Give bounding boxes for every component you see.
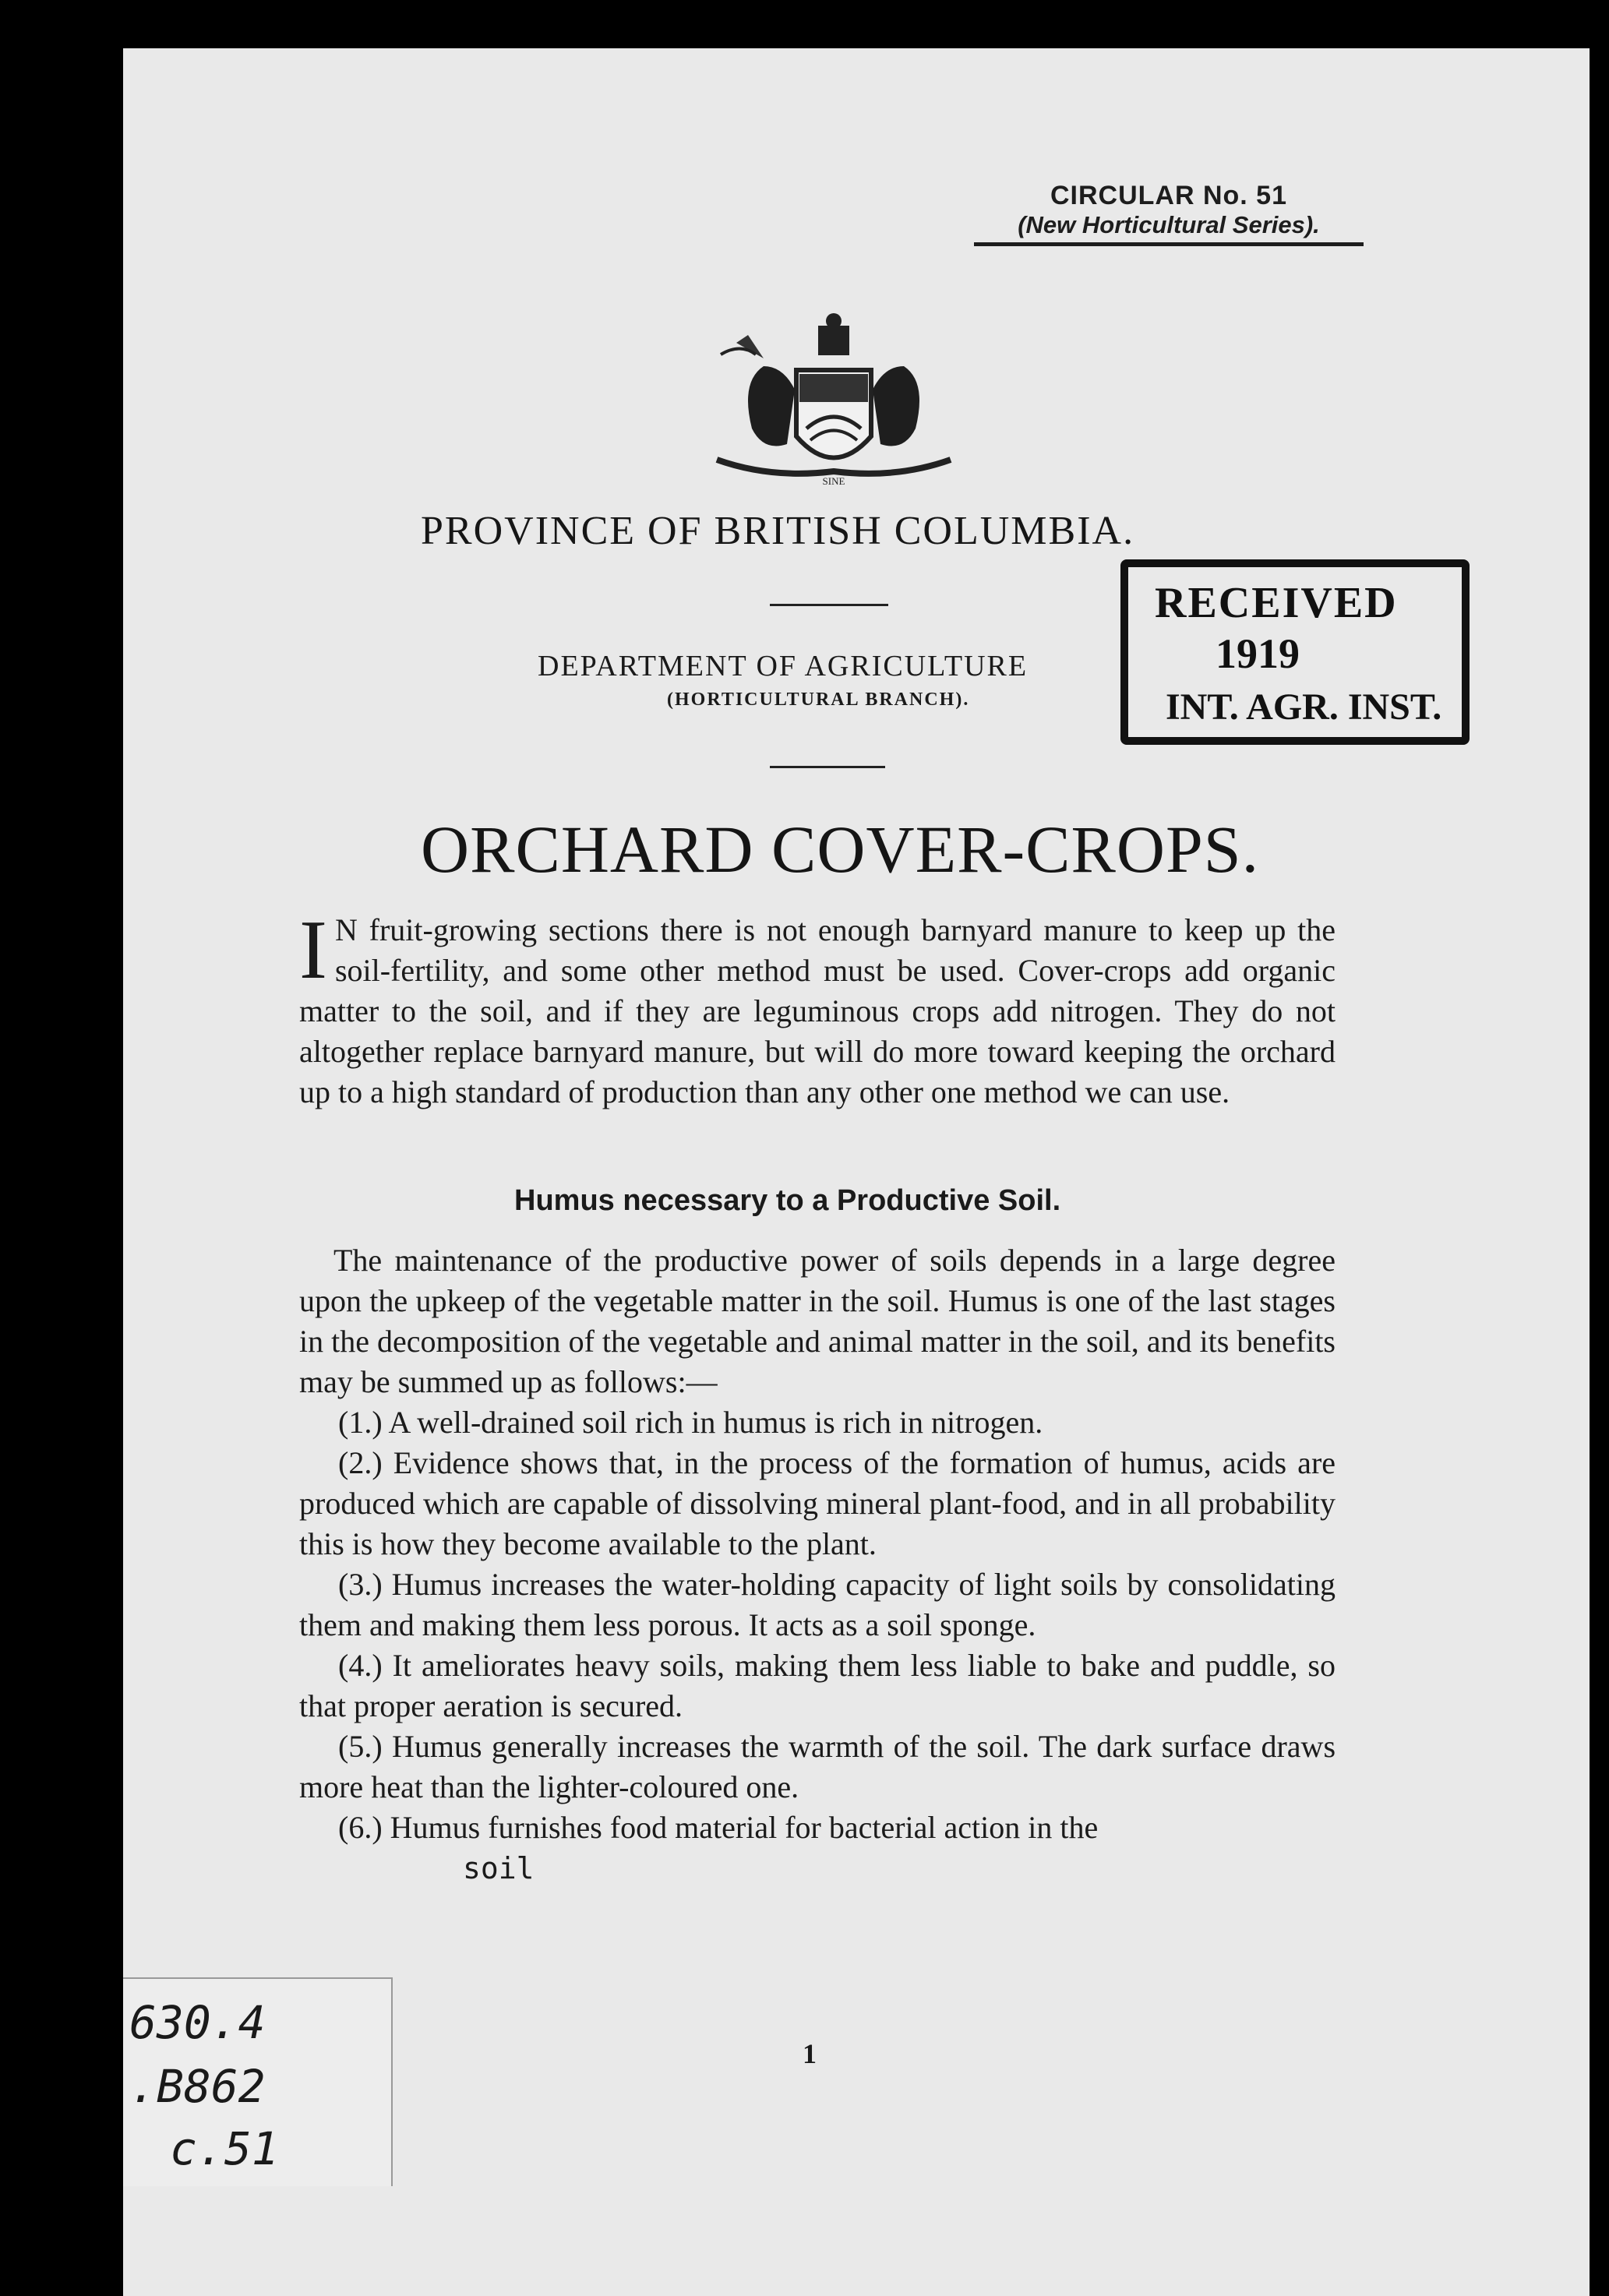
province-title: PROVINCE OF BRITISH COLUMBIA. <box>421 509 1135 553</box>
list-item: (4.) It ameliorates heavy soils, making them less liable to bake and puddle, so that proper aeration is secured. <box>299 1648 1336 1723</box>
drop-cap: I <box>299 904 327 996</box>
circular-header <box>974 181 1364 246</box>
stamp-received: RECEIVED <box>1155 579 1398 627</box>
list-item: (3.) Humus increases the water-holding capacity of light soils by consolidating them and making them less porous. It acts as a soil sponge. <box>299 1567 1336 1642</box>
received-stamp <box>1120 559 1470 745</box>
page-number: 1 <box>803 2038 817 2069</box>
handwritten-soil: soil <box>463 1851 535 1885</box>
intro-text: N fruit-growing sections there is not enough barnyard manure to keep up the soil-fertility, and some other method must be used. Cover-crops add organic matter to the soil, and if they are leguminous crops add nitrogen. They do not altogether replace barnyard manure, but will do more toward keeping the orchard up to a high standard of production than any other one method we can use. <box>299 912 1336 1109</box>
coat-of-arms-icon <box>709 312 958 495</box>
circular-series: (New Horticultural Series). <box>974 211 1364 246</box>
divider <box>770 766 885 768</box>
intro-paragraph <box>299 904 1336 1113</box>
stamp-institute: INT. AGR. INST. <box>1166 686 1442 728</box>
list-item: (6.) Humus furnishes food material for bacterial action in the soil <box>299 1808 1336 1889</box>
section-body <box>299 1240 1336 1889</box>
divider <box>770 604 888 606</box>
section-lead: The maintenance of the productive power of soils depends in a large degree upon the upkeep of the vegetable matter in the soil. Humus is one of the last stages in the decomposition of the vegetable and animal matter in the soil, and its benefits may be summed up as follows:— <box>299 1243 1336 1399</box>
call-number-line: c.51 <box>170 2122 279 2175</box>
circular-number: CIRCULAR No. 51 <box>1050 181 1288 210</box>
stamp-year: 1919 <box>1216 630 1300 677</box>
list-item: (5.) Humus generally increases the warmth of the soil. The dark surface draws more heat than the lighter-coloured one. <box>299 1729 1336 1804</box>
list-item: (2.) Evidence shows that, in the process of the formation of humus, acids are produced which are capable of dissolving mineral plant-food, and in all probability this is how they become available to the plant. <box>299 1445 1336 1561</box>
list-item: (1.) A well-drained soil rich in humus is rich in nitrogen. <box>338 1405 1043 1440</box>
document-title: ORCHARD COVER-CROPS. <box>421 812 1260 887</box>
library-call-number-label <box>123 1977 393 2186</box>
call-number-line: 630.4 <box>129 1996 266 2049</box>
branch-name: (HORTICULTURAL BRANCH). <box>667 690 970 710</box>
section-heading: Humus necessary to a Productive Soil. <box>514 1184 1061 1217</box>
motto-text: SINE <box>822 475 845 487</box>
call-number-line: .B862 <box>129 2060 266 2113</box>
department-name: DEPARTMENT OF AGRICULTURE <box>538 650 1029 682</box>
